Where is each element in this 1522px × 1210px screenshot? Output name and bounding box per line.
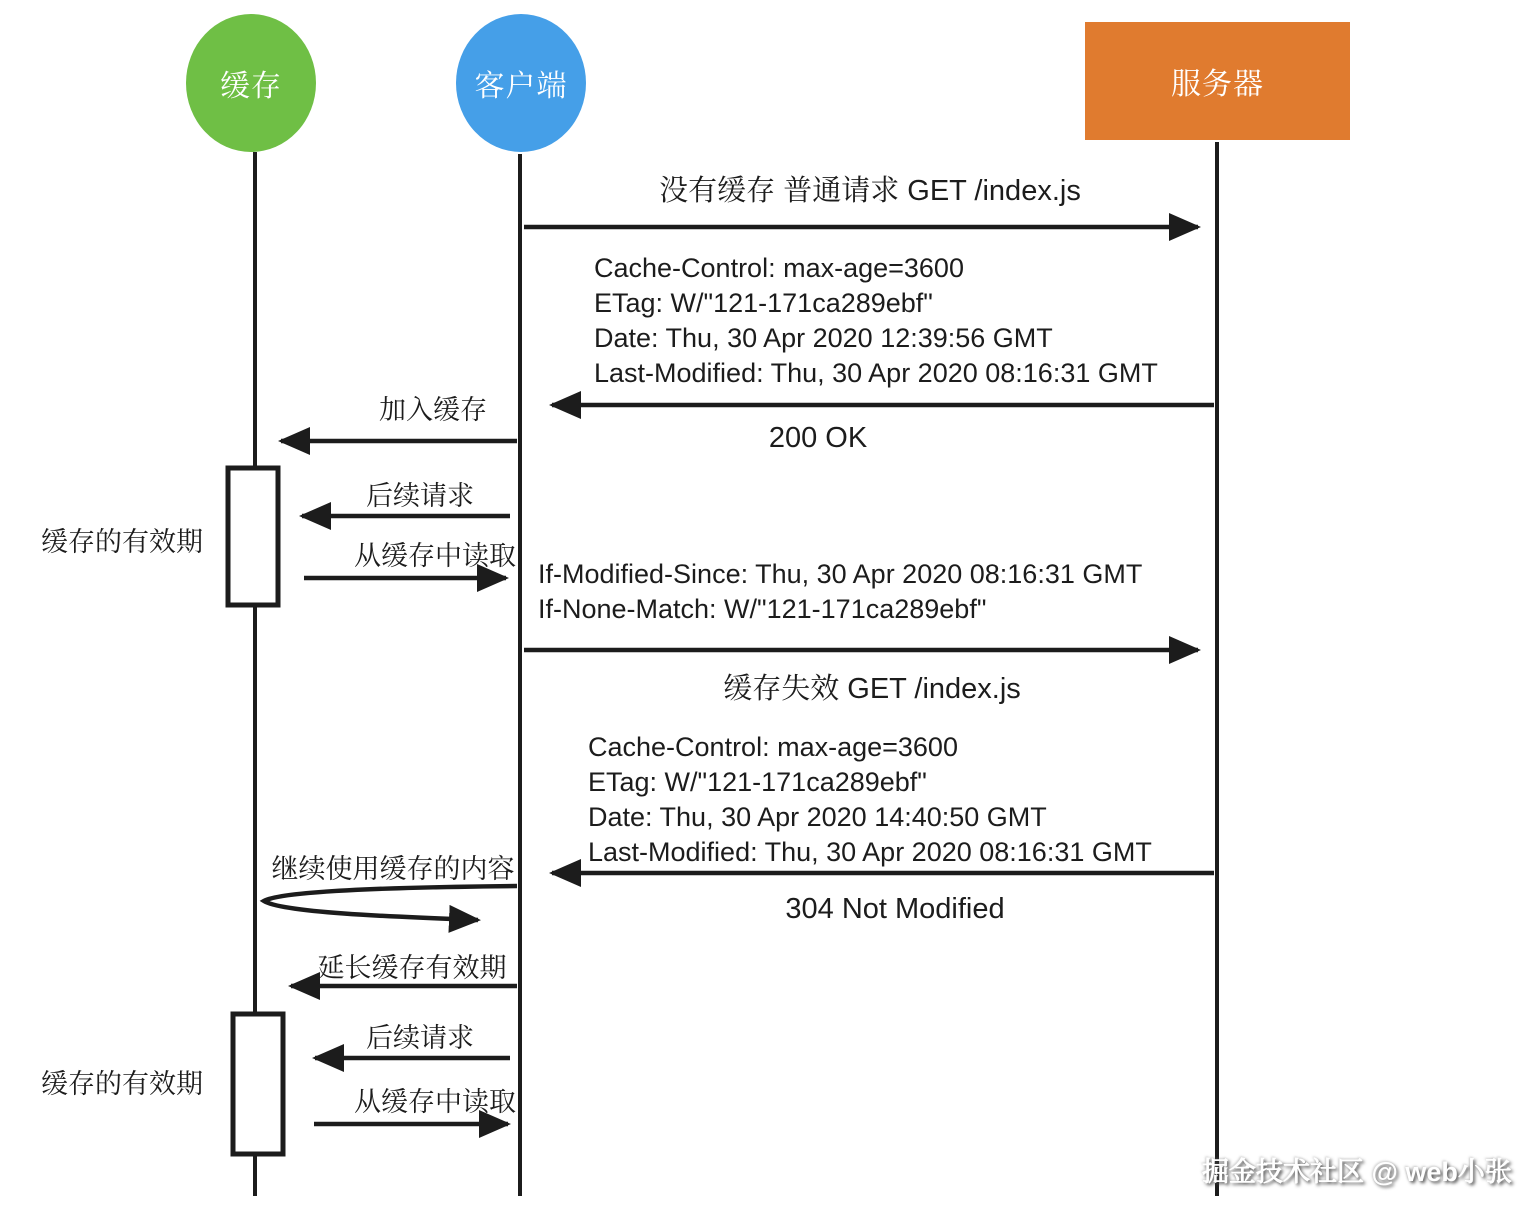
header-line: ETag: W/"121-171ca289ebf"	[594, 288, 933, 318]
label-cache-validity-2: 缓存的有效期	[41, 1069, 203, 1099]
actor-cache	[186, 14, 316, 152]
response-2-headers	[588, 730, 1152, 870]
activation-box-1	[228, 468, 278, 605]
arrow-reuse-curve	[264, 886, 517, 920]
label-extend-cache-validity: 延长缓存有效期	[317, 953, 507, 983]
header-line: If-Modified-Since: Thu, 30 Apr 2020 08:16:31 GMT	[538, 559, 1143, 589]
label-followup-2: 后续请求	[366, 1023, 474, 1053]
label-status-304: 304 Not Modified	[785, 893, 1005, 925]
label-add-to-cache: 加入缓存	[379, 395, 487, 425]
request-2-headers	[538, 557, 1142, 627]
label-status-200: 200 OK	[768, 422, 868, 454]
label-request-1: 没有缓存 普通请求 GET /index.js	[659, 175, 1081, 207]
header-line: Last-Modified: Thu, 30 Apr 2020 08:16:31 GMT	[594, 358, 1158, 388]
header-line: Date: Thu, 30 Apr 2020 14:40:50 GMT	[588, 802, 1047, 832]
label-cache-validity-1: 缓存的有效期	[41, 527, 203, 557]
label-read-cache-2: 从缓存中读取	[354, 1087, 516, 1117]
actor-cache-label: 缓存	[220, 70, 282, 103]
actor-server-label: 服务器	[1171, 68, 1264, 101]
header-line: Last-Modified: Thu, 30 Apr 2020 08:16:31 GMT	[588, 837, 1152, 867]
response-1-headers	[594, 251, 1158, 391]
header-line: Cache-Control: max-age=3600	[594, 253, 964, 283]
label-followup-1: 后续请求	[366, 481, 474, 511]
label-request-2: 缓存失效 GET /index.js	[723, 673, 1021, 705]
header-line: Cache-Control: max-age=3600	[588, 732, 958, 762]
watermark: 掘金技术社区 @ web小张	[1202, 1157, 1512, 1187]
label-read-cache-1: 从缓存中读取	[354, 541, 516, 571]
label-reuse-cached-content: 继续使用缓存的内容	[271, 854, 515, 884]
actor-client	[456, 14, 586, 152]
actor-server	[1085, 22, 1350, 140]
header-line: Date: Thu, 30 Apr 2020 12:39:56 GMT	[594, 323, 1053, 353]
activation-box-2	[233, 1014, 283, 1154]
header-line: ETag: W/"121-171ca289ebf"	[588, 767, 927, 797]
actor-client-label: 客户端	[474, 70, 568, 103]
header-line: If-None-Match: W/"121-171ca289ebf"	[538, 594, 987, 624]
